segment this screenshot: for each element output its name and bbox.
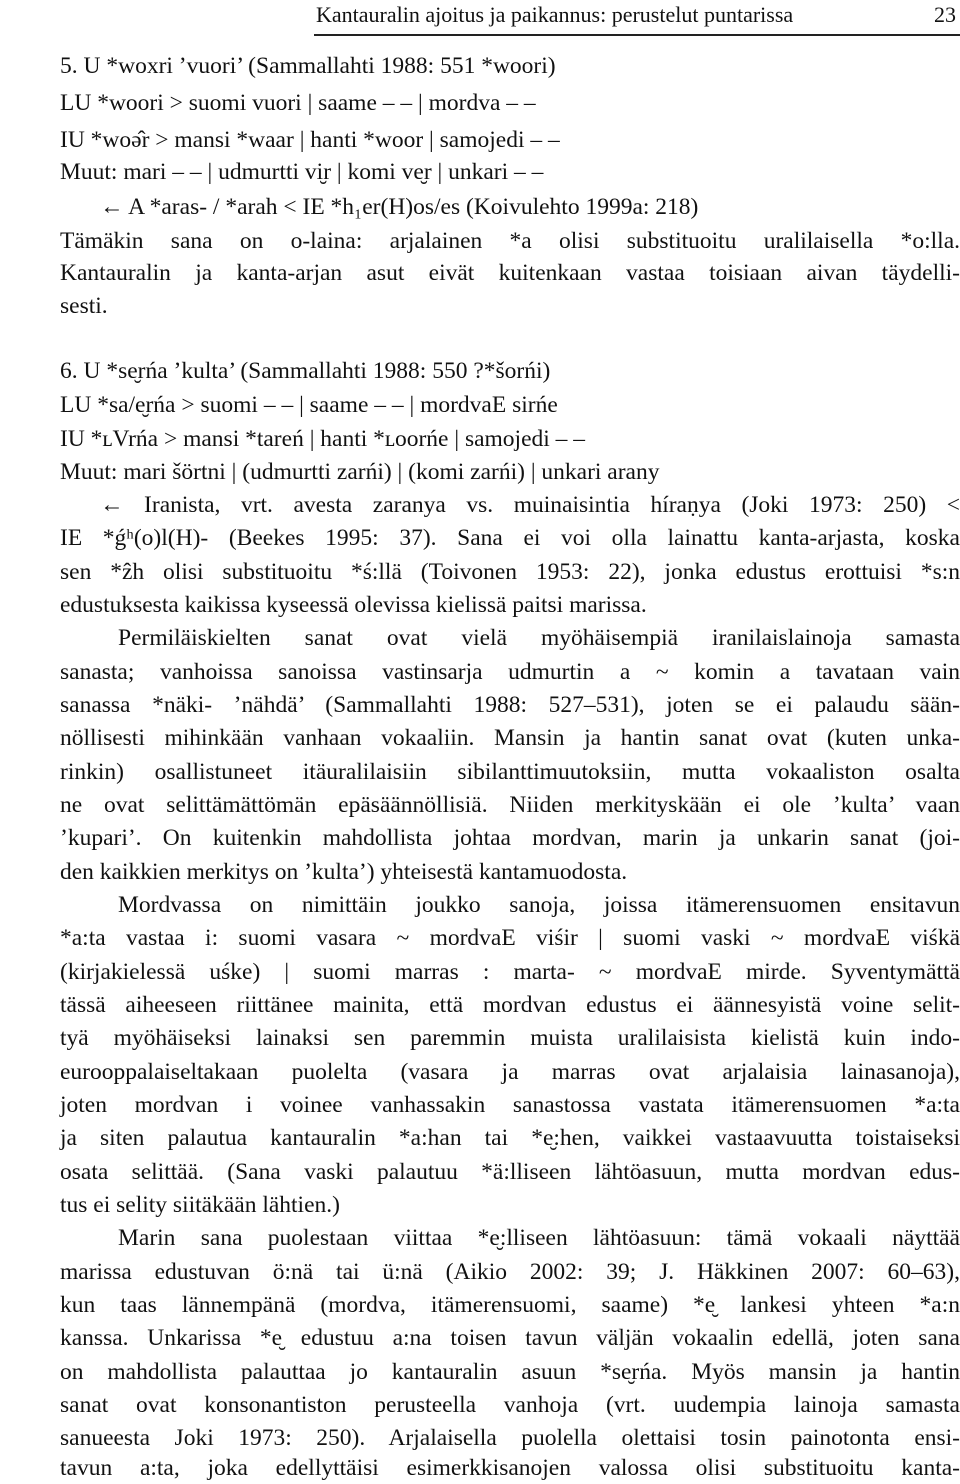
text-line: osata selittää. (Sana vaski palautuu *ä:lliseen lähtöasuun, mutta mordvan edus-	[60, 1159, 960, 1185]
text-line: on mahdollista palauttaa jo kantauralin asuun *se̮rńa. Myös mansin ja hantin	[60, 1359, 960, 1385]
text-line: *a:ta vastaa i: suomi vasara ~ mordvaE viśir | suomi vaski ~ mordvaE viśkä	[60, 925, 960, 951]
text-line: ne ovat selittämättömän epäsäännöllisiä. Niiden merkityskään ei ole ’kulta’ vaan	[60, 792, 960, 818]
entry-5-muut-line: Muut: mari – – | udmurtti vi̮r | komi ve̮r | unkari – –	[60, 159, 544, 185]
text-line: eurooppalaiseltakaan puolelta (vasara ja marras ovat arjalaisia lainasanoja),	[60, 1059, 960, 1085]
text-line: edustuksesta kaikissa kyseessä olevissa kielissä paitsi marissa.	[60, 592, 647, 618]
text-line: kun taas lännempänä (mordva, itämerensuomi, saame) *e̮ lankesi yhteen *a:n	[60, 1292, 960, 1318]
text-line: den kaikkien merkitys on ’kulta’) yhteisestä kantamuodosta.	[60, 859, 628, 885]
paragraph-first-line: Permiläiskielten sanat ovat vielä myöhäisempiä iranilaislainoja samasta	[118, 625, 960, 651]
text-line: rinkin) osallistuneet itäuralilaisiin sibilanttimuutoksiin, mutta vokaaliston osalta	[60, 759, 960, 785]
paragraph-first-line: Mordvassa on nimittäin joukko sanoja, joissa itämerensuomen ensitavun	[118, 892, 960, 918]
text-line: sanassa *näki- ’nähdä’ (Sammallahti 1988: 527–531), joten se ei palaudu sään-	[60, 692, 960, 718]
text-line: joten mordvan i voinee vanhassakin sanastossa vastata itämerensuomen *a:ta	[60, 1092, 960, 1118]
entry-5-lu-line: LU *woori > suomi vuori | saame – – | mordva – –	[60, 90, 536, 116]
entry-5-heading: 5. U *woxri ’vuori’ (Sammallahti 1988: 551 *woori)	[60, 53, 556, 79]
text-line: kanssa. Unkarissa *e̮ edustuu a:na toisen tavun väljän vokaalin edellä, joten sana	[60, 1325, 960, 1351]
running-title: Kantauralin ajoitus ja paikannus: perustelut puntarissa	[316, 2, 794, 27]
text-line: IE *ǵʰ(o)l(H)- (Beekes 1995: 37). Sana ei voi olla lainattu kanta-arjasta, koska	[60, 525, 960, 551]
entry-6-heading: 6. U *se̮rńa ’kulta’ (Sammallahti 1988: 550 ?*šorńi)	[60, 358, 551, 384]
entry-6-iu-line: IU *ʟVrńa > mansi *tareń | hanti *ʟoorńe | samojedi – –	[60, 426, 586, 452]
text-line: sanasta; vanhoissa sanoissa vastinsarja udmurtin a ~ komin a tavataan vain	[60, 659, 960, 685]
paragraph-first-line: Marin sana puolestaan viittaa *e̮:lliseen lähtöasuun: tämä vokaali näyttää	[118, 1225, 960, 1251]
entry-6-lu-line: LU *sa/e̮rńa > suomi – – | saame – – | mordvaE sirńe	[60, 392, 558, 418]
text-line: tavun a:ta, joka edellyttäisi esimerkkisanojen valossa olisi substituoitu kanta-	[60, 1455, 960, 1481]
text-line: tyä myöhäiseksi lainaksi sen paremmin muista uralilaisista kielistä kuin indo-	[60, 1025, 960, 1051]
text-line: ja siten palautua kantauralin *a:han tai *e̮:hen, vaikkei vastaavuutta toistaiseksi	[60, 1125, 960, 1151]
text-line: nöllisesti mihinkään vanhaan vokaaliin. Mansin ja hantin sanat ovat (kuten unka-	[60, 725, 960, 751]
entry-6-source-line: ← Iranista, vrt. avesta zaranya vs. muinaisintia híraṇya (Joki 1973: 250) <	[100, 492, 960, 518]
text-line: Kantauralin ja kanta-arjan asut eivät kuitenkaan vastaa toisiaan aivan täydelli-	[60, 260, 960, 286]
entry-6-muut-line: Muut: mari šörtni | (udmurtti zarńi) | (komi zarńi) | unkari arany	[60, 459, 660, 485]
text-line: (kirjakielessä uśke) | suomi marras : marta- ~ mordvaE mirde. Syventymättä	[60, 959, 960, 985]
text-line: marissa edustuvan ö:nä tai ü:nä (Aikio 2002: 39; J. Häkkinen 2007: 60–63),	[60, 1259, 960, 1285]
text-line: sanueesta Joki 1973: 250). Arjalaisella puolella olettaisi tosin painotonta ensi-	[60, 1425, 960, 1451]
text-line: sanat ovat konsonantiston perusteella vanhoja (vrt. uudempia lainoja samasta	[60, 1392, 960, 1418]
page-number: 23	[934, 2, 956, 27]
text-line: sesti.	[60, 293, 108, 319]
running-header	[316, 0, 956, 30]
text-line: ’kupari’. On kuitenkin mahdollista johtaa mordvan, marin ja unkarin sanat (joi-	[60, 825, 960, 851]
entry-5-source-line: ← A *aras- / *arah < IE *h₁er(H)os/es (Koivulehto 1999a: 218)	[100, 194, 699, 220]
text-line: Tämäkin sana on o-laina: arjalainen *a olisi substituoitu uralilaisella *o:lla.	[60, 228, 960, 254]
header-rule	[314, 34, 960, 36]
text-line: tässä aiheeseen riittänee mainita, että mordvan edustus ei äännesyistä voine selit-	[60, 992, 960, 1018]
text-line: sen *ẑh olisi substituoitu *ś:llä (Toivonen 1953: 22), jonka edustus erottuisi *s:n	[60, 559, 960, 585]
text-line: tus ei selity siitäkään lähtien.)	[60, 1192, 340, 1218]
entry-5-iu-line: IU *woə̂r > mansi *waar | hanti *woor | samojedi – –	[60, 127, 560, 153]
